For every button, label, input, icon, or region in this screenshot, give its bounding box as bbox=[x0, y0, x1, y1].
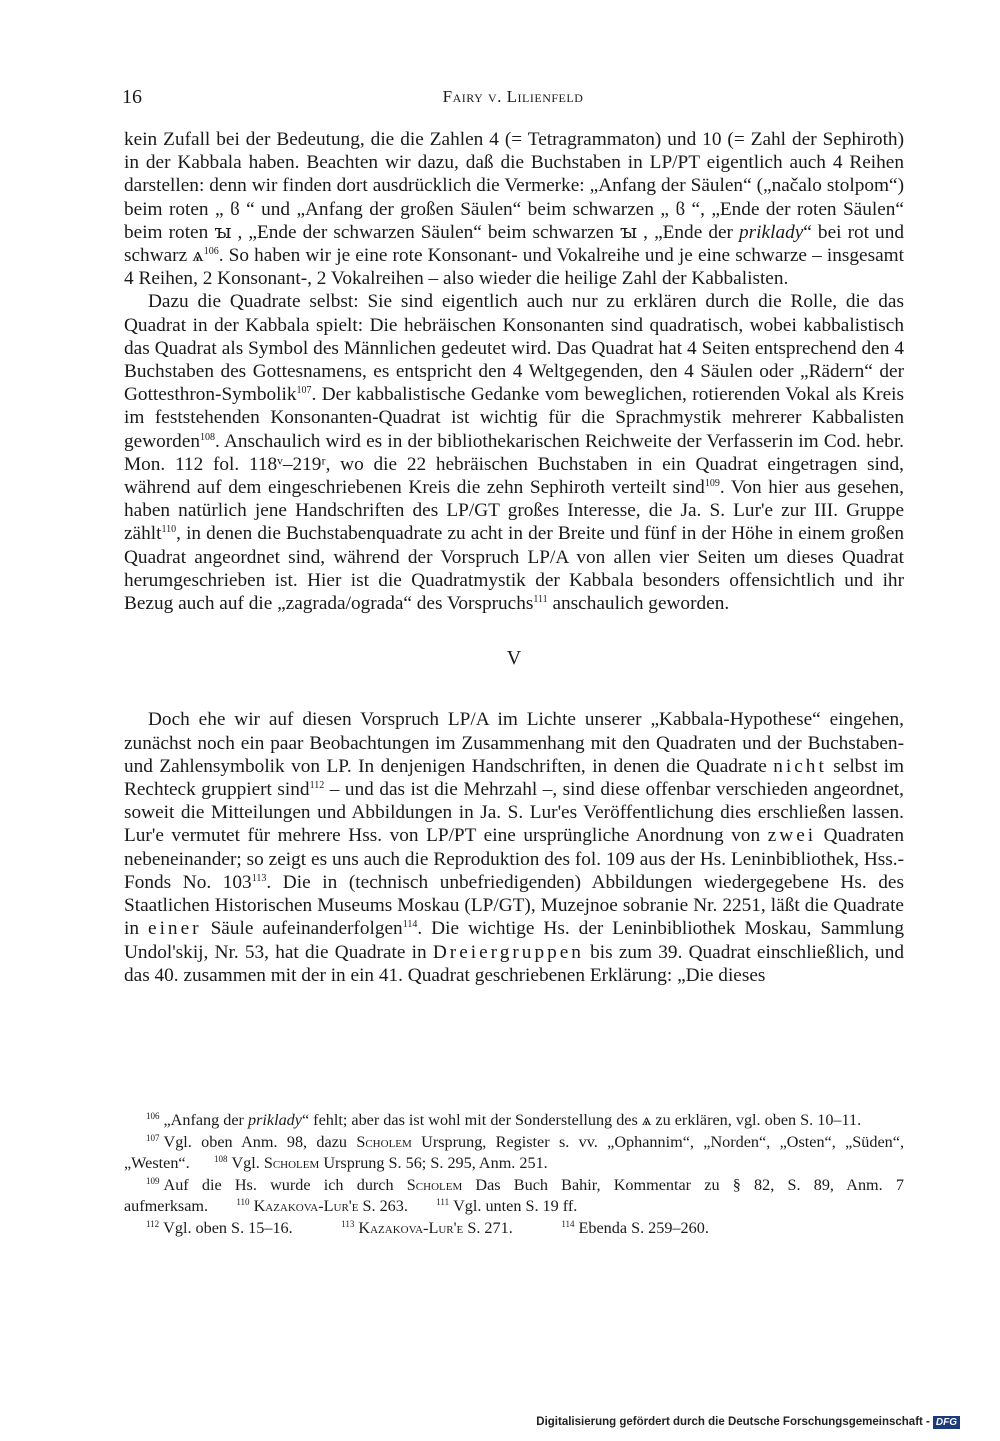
text-run: Vgl. unten S. 19 ff. bbox=[453, 1197, 578, 1215]
text-run: Quadraten nebeneinander; so zeigt es uns auch die Reproduktion des fol. 109 aus der Hs. Leninbibliothek, Hss.-Fonds No. 103 bbox=[124, 825, 904, 893]
footnote-ref-111[interactable]: 111 bbox=[533, 594, 548, 606]
footnote-107-108 bbox=[124, 1132, 904, 1175]
text-run: . Von hier aus gesehen, haben natürlich jene Handschriften des LP/GT großes Interesse, die Ja. S. Lur'e zur III. Gruppe zählt bbox=[124, 477, 904, 545]
text-run: Ursprung, Register s. vv. „Ophannim“, „Norden“, „Osten“, „Süden“, „Westen“. bbox=[124, 1132, 904, 1172]
author-name: Kazakova-Lur'e bbox=[358, 1218, 464, 1237]
text-run: . So haben wir je eine rote Konsonant- und Vokalreihe und je eine schwarze – insgesamt 4 Reihen, 2 Konsonant-, 2 Vokalreihen – also wieder die heilige Zahl der Kabbalisten. bbox=[124, 245, 904, 290]
author-name: Scholem bbox=[356, 1132, 412, 1151]
text-run: – und das ist die Mehrzahl –, sind diese offenbar verschieden angeordnet, soweit die Mitteilungen und Abbildungen in Ja. S. Lur'es Veröffentlichung dies erschließen lassen. Lur'e vermutet für mehrere Hss. von LP/PT eine ursprüngliche Anordnung von bbox=[124, 779, 904, 847]
paragraph-3 bbox=[124, 708, 904, 986]
digitization-text: Digitalisierung gefördert durch die Deutsche Forschungsgemeinschaft - bbox=[536, 1416, 930, 1428]
footnote-112-114 bbox=[124, 1218, 904, 1240]
footnote-106 bbox=[124, 1110, 904, 1132]
footnotes bbox=[124, 1110, 904, 1239]
text-run: anschaulich geworden. bbox=[547, 593, 730, 615]
footnote-109-111 bbox=[124, 1175, 904, 1218]
footnote-ref-108[interactable]: 108 bbox=[200, 431, 216, 443]
author-name: Kazakova-Lur'e bbox=[253, 1197, 359, 1215]
footnote-number: 109 bbox=[146, 1175, 160, 1186]
footnote-ref-109[interactable]: 109 bbox=[704, 478, 720, 490]
text-run: bis zum 39. Quadrat einschließlich, und das 40. zusammen mit der in ein 41. Quadrat geschriebenen Erklärung: „Die dieses bbox=[124, 941, 904, 986]
italic-term: priklady bbox=[739, 221, 804, 243]
author-name: Scholem bbox=[263, 1154, 320, 1172]
footnote-ref-106[interactable]: 106 bbox=[203, 246, 219, 258]
spaced-emphasis: zwei bbox=[767, 825, 817, 847]
spaced-emphasis: einer bbox=[148, 918, 202, 940]
text-run: S. 263. bbox=[358, 1197, 408, 1215]
footnote-number: 113 bbox=[341, 1218, 355, 1229]
page-number: 16 bbox=[122, 86, 142, 108]
text-run: kein Zufall bei der Bedeutung, die die Zahlen 4 (= Tetragrammaton) und 10 (= Zahl der Sephiroth) in der Kabbala haben. Beachten wir dazu, daß die Buchstaben in LP/PT eigentlich auch 4 Reihen darstellen: denn wir finden dort ausdrücklich die Vermerke: „Anfang der Säulen“ („načalo stolpom“) beim roten „ ϐ “ und „Anfang der großen Säulen“ beim schwarzen „ ϐ “, „Ende der roten Säulen“ beim roten ꙑ , „Ende der schwarzen Säulen“ beim schwarzen ꙑ , „Ende der bbox=[124, 129, 904, 243]
footnote-ref-107[interactable]: 107 bbox=[296, 385, 312, 397]
italic-term: priklady bbox=[248, 1111, 302, 1129]
footnote-number: 114 bbox=[561, 1218, 575, 1229]
text-run: “ bei rot und schwarz ѧ bbox=[124, 221, 904, 267]
footnote-number: 108 bbox=[213, 1154, 228, 1164]
paragraph-2 bbox=[124, 290, 904, 615]
footnote-number: 112 bbox=[146, 1218, 160, 1229]
text-run: Das Buch Bahir, Kommentar zu § 82, S. 89, Anm. 7 aufmerksam. bbox=[124, 1175, 904, 1215]
text-run: Dazu die Quadrate selbst: Sie sind eigentlich auch nur zu erklären durch die Rolle, die das Quadrat in der Kabbala spielt: Die hebräischen Konsonanten sind quadratisch, wobei kabbalistisch das Quadrat als Symbol des Männlichen gedeutet wird. Das Quadrat hat 4 Seiten entsprechend den 4 Buchstaben des Gottesnamens, es entspricht den 4 Weltgegenden, den 4 Säulen oder „Rädern“ der Gottesthron-Symbolik bbox=[124, 291, 904, 406]
footnote-ref-114[interactable]: 114 bbox=[402, 919, 418, 931]
text-run: . Der kabbalistische Gedanke vom beweglichen, rotierenden Vokal als Kreis im feststehenden Konsonanten-Quadrat ist wichtig für die Sprachmystik mehrerer Kabbalisten geworden bbox=[124, 384, 904, 452]
footnote-ref-113[interactable]: 113 bbox=[251, 872, 267, 884]
text-run: . Die in (technisch unbefriedigenden) Abbildungen wiedergegebene Hs. des Staatlichen Historischen Museums Moskau (LP/GT), Muzejnoe sobranie Nr. 2251, läßt die Quadrate in bbox=[124, 871, 904, 940]
text-run: Doch ehe wir auf diesen Vorspruch LP/A im Lichte unserer „Kabbala-Hypothese“ eingehen, zunächst noch ein paar Beobachtungen im Zusammenhang mit den Quadraten und der Buchstaben- und Zahlensymbolik von LP. In denjenigen Handschriften, in denen die Quadrate bbox=[124, 709, 904, 777]
footnote-ref-112[interactable]: 112 bbox=[309, 780, 325, 792]
footnote-number: 110 bbox=[236, 1197, 250, 1207]
author-name: Scholem bbox=[406, 1175, 463, 1194]
footnote-ref-110[interactable]: 110 bbox=[161, 524, 177, 536]
running-head: Fairy v. Lilienfeld bbox=[442, 87, 584, 106]
footnote-number: 106 bbox=[146, 1111, 160, 1121]
spaced-emphasis: nicht bbox=[773, 755, 827, 777]
text-run: Säule aufeinanderfolgen bbox=[201, 918, 403, 940]
section-heading: V bbox=[506, 647, 522, 670]
text-run: , in denen die Buchstabenquadrate zu acht in der Breite und fünf in der Höhe in einem großen Quadrat angeordnet sind, während der Vorspruch LP/A von allen vier Seiten um dieses Quadrat herumgeschrieben ist. Hier ist die Quadratmystik der Kabbala besonders offensichtlich und ihr Bezug auch auf die „zagrada/ograda“ des Vorspruchs bbox=[124, 523, 904, 615]
text-run: Vgl. bbox=[231, 1154, 264, 1172]
text-run: Vgl. oben Anm. 98, dazu bbox=[163, 1132, 357, 1151]
digitization-credit bbox=[536, 1416, 960, 1429]
page-header bbox=[122, 86, 904, 110]
text-run: . Die wichtige Hs. der Leninbibliothek Moskau, Sammlung Undol'skij, Nr. 53, hat die Quadrate in bbox=[124, 918, 905, 963]
text-run: . Anschaulich wird es in der bibliothekarischen Reichweite der Verfasserin im Cod. hebr. Mon. 112 fol. 118ᵛ–219ʳ, wo die 22 hebräischen Buchstaben in ein Quadrat eingetragen sind, während auf dem eingeschriebenen Kreis die zehn Sephiroth verteilt sind bbox=[124, 430, 904, 499]
text-run: Vgl. oben S. 15–16. bbox=[163, 1218, 293, 1237]
text-run: „Anfang der bbox=[163, 1111, 248, 1129]
text-run: selbst im Rechteck gruppiert sind bbox=[124, 755, 904, 801]
text-run: “ fehlt; aber das ist wohl mit der Sonderstellung des ѧ zu erklären, vgl. oben S. 10–11. bbox=[301, 1111, 862, 1129]
dfg-logo: DFG bbox=[933, 1416, 960, 1429]
spaced-emphasis: Dreiergruppen bbox=[432, 941, 584, 963]
footnote-number: 107 bbox=[146, 1132, 160, 1143]
footnote-number: 111 bbox=[436, 1197, 450, 1207]
body-text bbox=[124, 128, 904, 987]
text-run: Ebenda S. 259–260. bbox=[578, 1218, 709, 1237]
text-run: Ursprung S. 56; S. 295, Anm. 251. bbox=[319, 1154, 548, 1172]
text-run: Auf die Hs. wurde ich durch bbox=[163, 1175, 407, 1194]
paragraph-1 bbox=[124, 128, 904, 290]
text-run: S. 271. bbox=[463, 1218, 513, 1237]
